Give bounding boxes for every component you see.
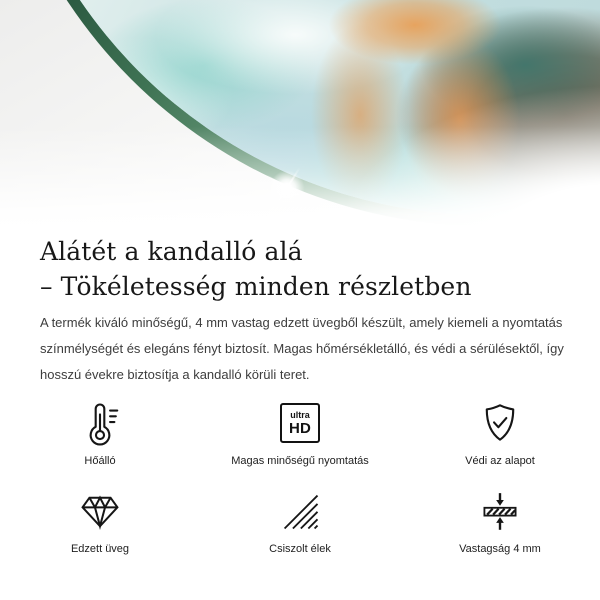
marble-print-surface	[0, 0, 600, 230]
thickness-icon	[478, 486, 522, 536]
description-line: színmélységét és elegáns fényt biztosít. Magas hőmérsékletálló, és védi a sérülésektől, így	[40, 341, 564, 356]
ultra-hd-icon-text-bottom: HD	[288, 419, 312, 437]
page-title	[40, 234, 570, 304]
feature-polished-edges	[200, 486, 400, 556]
feature-thickness	[400, 486, 600, 556]
feature-high-quality-print	[200, 398, 400, 468]
description-line: A termék kiváló minőségű, 4 mm vastag edzett üvegből készült, amely kiemeli a nyomtatás	[40, 315, 563, 330]
diamond-icon	[77, 486, 123, 536]
ultra-hd-icon	[280, 398, 320, 448]
feature-label: Csiszolt élek	[269, 543, 331, 555]
feature-label: Vastagság 4 mm	[459, 543, 541, 555]
feature-label: Védi az alapot	[465, 455, 535, 467]
features-grid	[0, 398, 600, 556]
product-photo	[0, 0, 600, 230]
page-title-line-1: Alátét a kandalló alá	[40, 237, 303, 266]
feature-tempered-glass	[0, 486, 200, 556]
polished-edges-icon	[280, 486, 320, 536]
product-description	[40, 310, 570, 388]
feature-heat-resistant	[0, 398, 200, 468]
feature-label: Edzett üveg	[70, 543, 130, 555]
feature-label: Hőálló	[84, 455, 116, 467]
page-title-line-2: – Tökéletesség minden részletben	[40, 272, 472, 301]
ultra-hd-icon-text-top: ultra	[290, 409, 310, 420]
description-line: hosszú évekre biztosítja a kandalló körüli teret.	[40, 367, 310, 382]
feature-protects-base	[400, 398, 600, 468]
thermometer-icon	[77, 398, 123, 448]
shield-check-icon	[477, 398, 523, 448]
feature-label: Magas minőségű nyomtatás	[231, 455, 369, 467]
